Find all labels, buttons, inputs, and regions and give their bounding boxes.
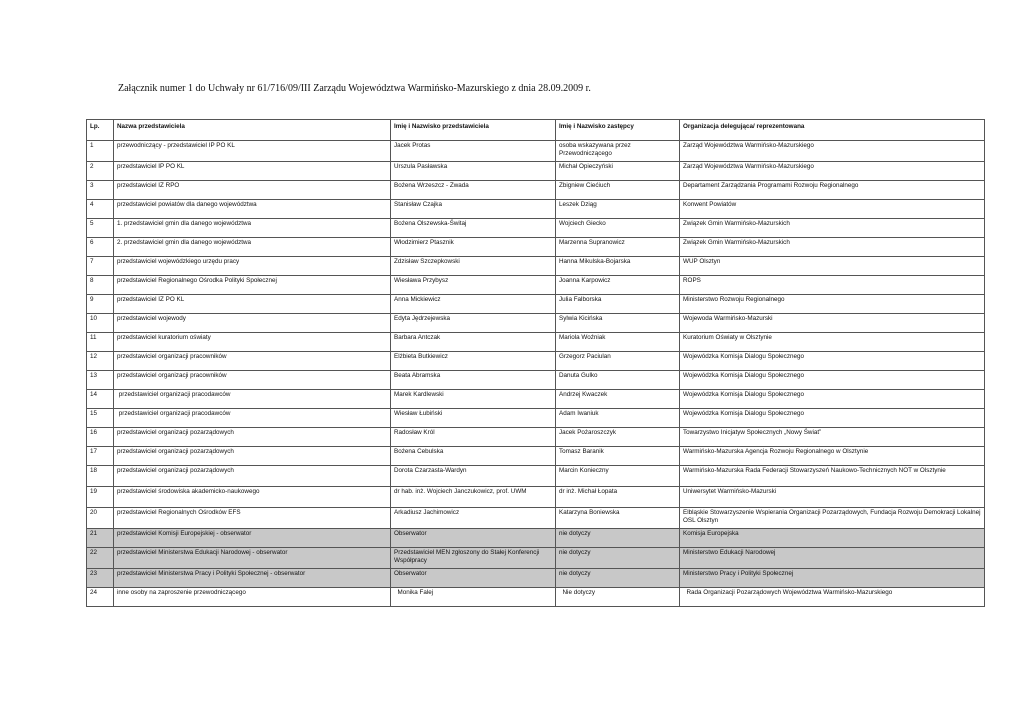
cell-representative: Beata Abramska xyxy=(391,371,556,390)
cell-lp: 9 xyxy=(87,295,114,314)
table-row xyxy=(87,276,985,295)
cell-name: przedstawiciel Regionalnych Ośrodków EFS xyxy=(114,508,391,529)
cell-representative: Jacek Protas xyxy=(391,141,556,162)
cell-name: przedstawiciel Ministerstwa Edukacji Narodowej - obserwator xyxy=(114,548,391,569)
cell-representative: Radosław Król xyxy=(391,428,556,447)
table-row xyxy=(87,371,985,390)
cell-organization: Warmińsko-Mazurska Agencja Rozwoju Regionalnego w Olsztynie xyxy=(680,447,985,466)
cell-organization: Warmińsko-Mazurska Rada Federacji Stowarzyszeń Naukowo-Technicznych NOT w Olsztynie xyxy=(680,466,985,487)
cell-lp: 23 xyxy=(87,569,114,588)
cell-name: 2. przedstawiciel gmin dla danego województwa xyxy=(114,238,391,257)
cell-deputy: nie dotyczy xyxy=(556,569,680,588)
cell-deputy: Marzenna Supranowicz xyxy=(556,238,680,257)
table-row xyxy=(87,548,985,569)
cell-name: przedstawiciel organizacji pozarządowych xyxy=(114,447,391,466)
cell-organization: Wojewódzka Komisja Dialogu Społecznego xyxy=(680,371,985,390)
cell-name: przedstawiciel organizacji pracodawców xyxy=(114,409,391,428)
cell-representative: dr hab. inż. Wojciech Janczukowicz, prof. UWM xyxy=(391,487,556,508)
cell-representative: Przedstawiciel MEN zgłoszony do Stałej Konferencji Współpracy xyxy=(391,548,556,569)
representatives-table xyxy=(86,119,985,607)
cell-deputy: Julia Falborska xyxy=(556,295,680,314)
cell-name: przedstawiciel Komisji Europejskiej - obserwator xyxy=(114,529,391,548)
cell-representative: Obserwator xyxy=(391,529,556,548)
cell-deputy: Joanna Karpowicz xyxy=(556,276,680,295)
cell-organization: Zarząd Województwa Warmińsko-Mazurskiego xyxy=(680,141,985,162)
cell-organization: Ministerstwo Pracy i Polityki Społecznej xyxy=(680,569,985,588)
cell-deputy: Tomasz Baranik xyxy=(556,447,680,466)
cell-lp: 20 xyxy=(87,508,114,529)
cell-representative: Barbara Antczak xyxy=(391,333,556,352)
cell-name: przedstawiciel wojewódzkiego urzędu pracy xyxy=(114,257,391,276)
cell-lp: 10 xyxy=(87,314,114,333)
cell-organization: ROPS xyxy=(680,276,985,295)
table-row xyxy=(87,428,985,447)
cell-representative: Wiesław Łubiński xyxy=(391,409,556,428)
cell-name: przedstawiciel IP PO KL xyxy=(114,162,391,181)
header-name: Nazwa przedstawiciela xyxy=(114,120,391,141)
cell-representative: Obserwator xyxy=(391,569,556,588)
cell-lp: 8 xyxy=(87,276,114,295)
cell-representative: Bożena Olszewska-Świtaj xyxy=(391,219,556,238)
table-row xyxy=(87,352,985,371)
cell-representative: Dorota Czarzasta-Wardyn xyxy=(391,466,556,487)
cell-organization: Wojewódzka Komisja Dialogu Społecznego xyxy=(680,352,985,371)
table-row xyxy=(87,588,985,607)
cell-deputy: Danuta Gulko xyxy=(556,371,680,390)
cell-organization: Kuratorium Oświaty w Olsztynie xyxy=(680,333,985,352)
table-row xyxy=(87,238,985,257)
cell-lp: 17 xyxy=(87,447,114,466)
cell-organization: Związek Gmin Warmińsko-Mazurskich xyxy=(680,238,985,257)
cell-name: przedstawiciel Regionalnego Ośrodka Polityki Społecznej xyxy=(114,276,391,295)
cell-organization: Ministerstwo Rozwoju Regionalnego xyxy=(680,295,985,314)
cell-lp: 12 xyxy=(87,352,114,371)
cell-deputy: Mariola Woźniak xyxy=(556,333,680,352)
cell-name: przedstawiciel Ministerstwa Pracy i Polityki Społecznej - obserwator xyxy=(114,569,391,588)
table-row xyxy=(87,390,985,409)
cell-deputy: Sylwia Kicińska xyxy=(556,314,680,333)
cell-lp: 7 xyxy=(87,257,114,276)
cell-lp: 24 xyxy=(87,588,114,607)
cell-organization: Elbląskie Stowarzyszenie Wspierania Organizacji Pozarządowych, Fundacja Rozwoju Demokracji Lokalnej OSL Olsztyn xyxy=(680,508,985,529)
cell-organization: Towarzystwo Inicjatyw Społecznych „Nowy Świat” xyxy=(680,428,985,447)
cell-lp: 5 xyxy=(87,219,114,238)
cell-representative: Anna Mickiewicz xyxy=(391,295,556,314)
cell-deputy: Wojciech Giecko xyxy=(556,219,680,238)
table-row xyxy=(87,569,985,588)
cell-lp: 18 xyxy=(87,466,114,487)
table-row xyxy=(87,487,985,508)
cell-representative: Marek Kardlewski xyxy=(391,390,556,409)
cell-name: przedstawiciel organizacji pozarządowych xyxy=(114,466,391,487)
cell-name: 1. przedstawiciel gmin dla danego województwa xyxy=(114,219,391,238)
cell-deputy: Leszek Dziąg xyxy=(556,200,680,219)
cell-representative: Wiesława Przybysz xyxy=(391,276,556,295)
cell-organization: Uniwersytet Warmińsko-Mazurski xyxy=(680,487,985,508)
cell-lp: 15 xyxy=(87,409,114,428)
cell-deputy: Katarzyna Boniewska xyxy=(556,508,680,529)
table-row xyxy=(87,257,985,276)
document-title: Załącznik numer 1 do Uchwały nr 61/716/09/III Zarządu Województwa Warmińsko-Mazurskiego z dnia 28.09.2009 r. xyxy=(118,83,591,94)
cell-lp: 13 xyxy=(87,371,114,390)
cell-name: inne osoby na zaproszenie przewodniczącego xyxy=(114,588,391,607)
table-row xyxy=(87,409,985,428)
cell-lp: 6 xyxy=(87,238,114,257)
table-header-row xyxy=(87,120,985,141)
cell-deputy: nie dotyczy xyxy=(556,529,680,548)
header-organization: Organizacja delegująca/ reprezentowana xyxy=(680,120,985,141)
cell-organization: Konwent Powiatów xyxy=(680,200,985,219)
table-row xyxy=(87,314,985,333)
cell-lp: 16 xyxy=(87,428,114,447)
cell-deputy: dr inż. Michał Łopata xyxy=(556,487,680,508)
table-row xyxy=(87,508,985,529)
cell-name: przewodniczący - przedstawiciel IP PO KL xyxy=(114,141,391,162)
cell-organization: Departament Zarządzania Programami Rozwoju Regionalnego xyxy=(680,181,985,200)
table-row xyxy=(87,529,985,548)
cell-lp: 4 xyxy=(87,200,114,219)
cell-representative: Monika Falej xyxy=(391,588,556,607)
cell-lp: 22 xyxy=(87,548,114,569)
cell-organization: Wojewódzka Komisja Dialogu Społecznego xyxy=(680,409,985,428)
cell-deputy: Nie dotyczy xyxy=(556,588,680,607)
table-row xyxy=(87,447,985,466)
table-row xyxy=(87,181,985,200)
cell-deputy: Andrzej Kwaczek xyxy=(556,390,680,409)
cell-organization: WUP Olsztyn xyxy=(680,257,985,276)
cell-name: przedstawiciel IZ RPO xyxy=(114,181,391,200)
cell-representative: Bożena Cebulska xyxy=(391,447,556,466)
cell-name: przedstawiciel IZ PO KL xyxy=(114,295,391,314)
cell-name: przedstawiciel wojewody xyxy=(114,314,391,333)
cell-lp: 2 xyxy=(87,162,114,181)
cell-name: przedstawiciel środowiska akademicko-naukowego xyxy=(114,487,391,508)
cell-representative: Edyta Jędrzejewska xyxy=(391,314,556,333)
cell-name: przedstawiciel kuratorium oświaty xyxy=(114,333,391,352)
cell-deputy: nie dotyczy xyxy=(556,548,680,569)
cell-representative: Urszula Pasławska xyxy=(391,162,556,181)
cell-name: przedstawiciel organizacji pracodawców xyxy=(114,390,391,409)
cell-deputy: Zbigniew Ciećiuch xyxy=(556,181,680,200)
cell-organization: Wojewódzka Komisja Dialogu Społecznego xyxy=(680,390,985,409)
cell-deputy: Marcin Konieczny xyxy=(556,466,680,487)
cell-lp: 21 xyxy=(87,529,114,548)
cell-name: przedstawiciel organizacji pracowników xyxy=(114,352,391,371)
cell-representative: Włodzimierz Ptasznik xyxy=(391,238,556,257)
cell-organization: Ministerstwo Edukacji Narodowej xyxy=(680,548,985,569)
table-row xyxy=(87,219,985,238)
cell-deputy: Hanna Mikulska-Bojarska xyxy=(556,257,680,276)
cell-name: przedstawiciel powiatów dla danego województwa xyxy=(114,200,391,219)
cell-representative: Stanisław Czajka xyxy=(391,200,556,219)
cell-organization: Zarząd Województwa Warmińsko-Mazurskiego xyxy=(680,162,985,181)
cell-lp: 19 xyxy=(87,487,114,508)
header-deputy: Imię i Nazwisko zastępcy xyxy=(556,120,680,141)
cell-representative: Arkadiusz Jachimowicz xyxy=(391,508,556,529)
table-row xyxy=(87,466,985,487)
table-row xyxy=(87,200,985,219)
cell-deputy: Adam Iwaniuk xyxy=(556,409,680,428)
cell-lp: 3 xyxy=(87,181,114,200)
cell-deputy: Jacek Pożaroszczyk xyxy=(556,428,680,447)
cell-organization: Rada Organizacji Pozarządowych Województwa Warmińsko-Mazurskiego xyxy=(680,588,985,607)
cell-organization: Związek Gmin Warmińsko-Mazurskich xyxy=(680,219,985,238)
table-body xyxy=(87,141,985,607)
cell-name: przedstawiciel organizacji pracowników xyxy=(114,371,391,390)
cell-deputy: Michał Opieczyński xyxy=(556,162,680,181)
header-representative: Imię i Nazwisko przedstawiciela xyxy=(391,120,556,141)
cell-name: przedstawiciel organizacji pozarządowych xyxy=(114,428,391,447)
cell-deputy: osoba wskazywana przez Przewodniczącego xyxy=(556,141,680,162)
table-row xyxy=(87,162,985,181)
cell-lp: 1 xyxy=(87,141,114,162)
cell-organization: Wojewoda Warmińsko-Mazurski xyxy=(680,314,985,333)
cell-representative: Bożena Wrzeszcz - Zwada xyxy=(391,181,556,200)
cell-lp: 14 xyxy=(87,390,114,409)
header-lp: Lp. xyxy=(87,120,114,141)
table-row xyxy=(87,333,985,352)
cell-representative: Zdzisław Szczepkowski xyxy=(391,257,556,276)
table-row xyxy=(87,141,985,162)
cell-organization: Komisja Europejska xyxy=(680,529,985,548)
cell-representative: Elżbieta Butkiewicz xyxy=(391,352,556,371)
cell-deputy: Grzegorz Paciulan xyxy=(556,352,680,371)
table-row xyxy=(87,295,985,314)
cell-lp: 11 xyxy=(87,333,114,352)
